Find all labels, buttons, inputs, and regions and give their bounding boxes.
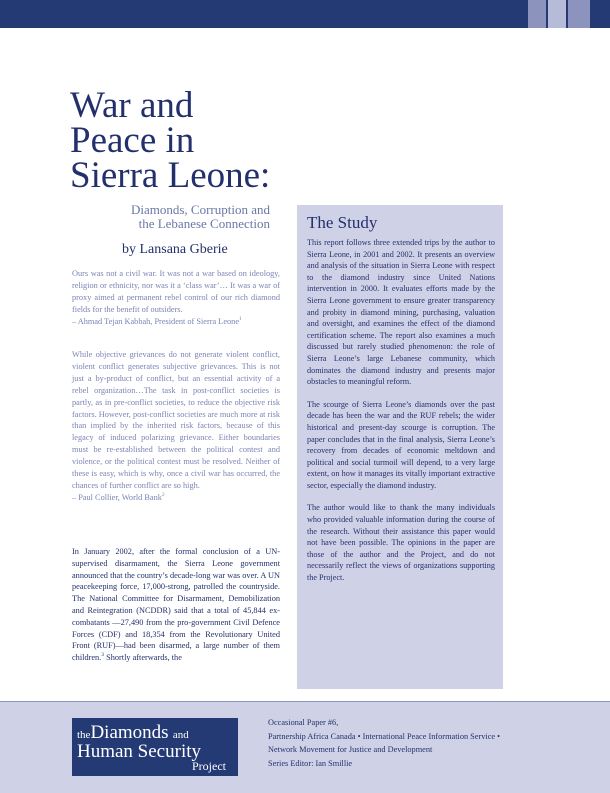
footer-divider: [0, 701, 610, 702]
epigraph-attribution: [72, 316, 280, 328]
publication-line: Occasional Paper #6,: [268, 718, 339, 727]
body-text: [72, 546, 280, 664]
publication-line: Network Movement for Justice and Development: [268, 745, 433, 754]
logo-word: and: [172, 729, 189, 741]
study-paragraph: The scourge of Sierra Leone’s diamonds over the past decade has been the war and the RUF rebels; the wider historical and present-day scourge is corruption. The paper concludes that in the final analysis, Sierra Leone’s recovery from decades of economic meltdown and political and social turmoil will depend, to a very large extent, on how it manages its vitally important extractive sector, especially the diamond industry.: [307, 399, 495, 490]
logo-word: Diamonds: [90, 722, 169, 743]
study-sidebar: [297, 205, 503, 689]
publication-line: Partnership Africa Canada • International Peace Information Service •: [268, 731, 501, 741]
logo-line: Human Security: [77, 741, 202, 762]
title-line: War and: [70, 85, 194, 126]
title-line: Sierra Leone:: [70, 155, 271, 196]
study-paragraph: The author would like to thank the many individuals who provided valuable information during the course of the research. Without their assistance this paper would not have been possible. The opinions in the paper are those of the author and the Project, and do not necessarily reflect the views of organizations supporting the Project.: [307, 503, 495, 583]
footnote-marker: 2: [161, 492, 165, 499]
epigraph-text: Ours was not a civil war. It was not a war based on ideology, religion or ethnicity, nor was it a ‘class war’… It was a war of proxy aimed at permanent rebel control of our rich diamond fields for the benefit of outsiders.: [72, 269, 280, 314]
epigraph-collier: [72, 349, 280, 504]
study-heading: The Study: [307, 213, 378, 232]
body-text-run: Shortly afterwards, the: [104, 653, 182, 663]
body-paragraph: [72, 546, 280, 664]
logo-line: Project: [192, 759, 226, 773]
attribution-text: – Paul Collier, World Bank: [72, 492, 162, 502]
banner-square: [528, 0, 546, 28]
author-byline: by Lansana Gberie: [122, 242, 228, 257]
publication-info: [268, 716, 568, 770]
title-line: Peace in: [70, 120, 195, 161]
footnote-marker: 1: [239, 315, 242, 322]
document-title: [70, 85, 300, 196]
attribution-text: – Ahmad Tejan Kabbah, President of Sierra Leone: [72, 316, 239, 326]
banner-square: [568, 0, 590, 28]
document-subtitle: [70, 203, 270, 231]
subtitle-line: Diamonds, Corruption and: [130, 202, 270, 217]
epigraph-text: While objective grievances do not generate violent conflict, violent conflict generates subjective grievances. This is not just a by-product of conflict, but an essential activity of a rebel organization…The task in post-conflict societies is partly, as in pre-conflict societies, to reduce the objective risk factors. However, post-conflict societies are much more at risk than implied by the inherited risk factors, because of this legacy of induced polarizing grievance. Either boundaries must be re-established between the political contest and violence, or the political contest must be resolved. Neither of these is easy, which is why, once a civil war has occurred, the chances of further conflict are so high.: [72, 350, 280, 490]
epigraph-kabbah: [72, 268, 280, 328]
banner-square: [548, 0, 566, 28]
epigraph-attribution: [72, 492, 280, 504]
top-banner: [0, 0, 610, 28]
footnote-marker: 3: [101, 652, 105, 659]
body-text-run: In January 2002, after the formal conclusion of a UN-supervised disarmament, the Sierra Leone government announced that the country’s decade-long war was over. A UN peacekeeping force, 17,000-strong, patrolled the countryside. The National Committee for Disarmament, Demobilization and Reintegration (NCDDR) said that a total of 45,844 ex-combatants —27,490 from the pro-government Civil Defence Forces (CDF) and 18,354 from the Revolutionary United Front (RUF)—had been disarmed, a large number of them children.: [72, 547, 280, 663]
logo-word: the: [77, 729, 91, 741]
study-paragraph: This report follows three extended trips by the author to Sierra Leone, in 2001 and 2002. It presents an overview and analysis of the situation in Sierra Leone with respect to the diamond industry since United Nations intervention in 2000. It evaluates efforts made by the Sierra Leone government to ensure greater transparency and probity in diamond mining, purchasing, valuation and oversight, and examines the effect of the diamond certification scheme. The report also examines a much discussed but rarely studied phenomenon: the role of Sierra Leone’s large Lebanese community, which dominates the diamond industry and presents major obstacles to meaningful reform.: [307, 238, 495, 387]
publication-line: Series Editor: Ian Smillie: [268, 758, 353, 768]
subtitle-line: the Lebanese Connection: [138, 216, 270, 231]
project-logo: [72, 718, 238, 776]
